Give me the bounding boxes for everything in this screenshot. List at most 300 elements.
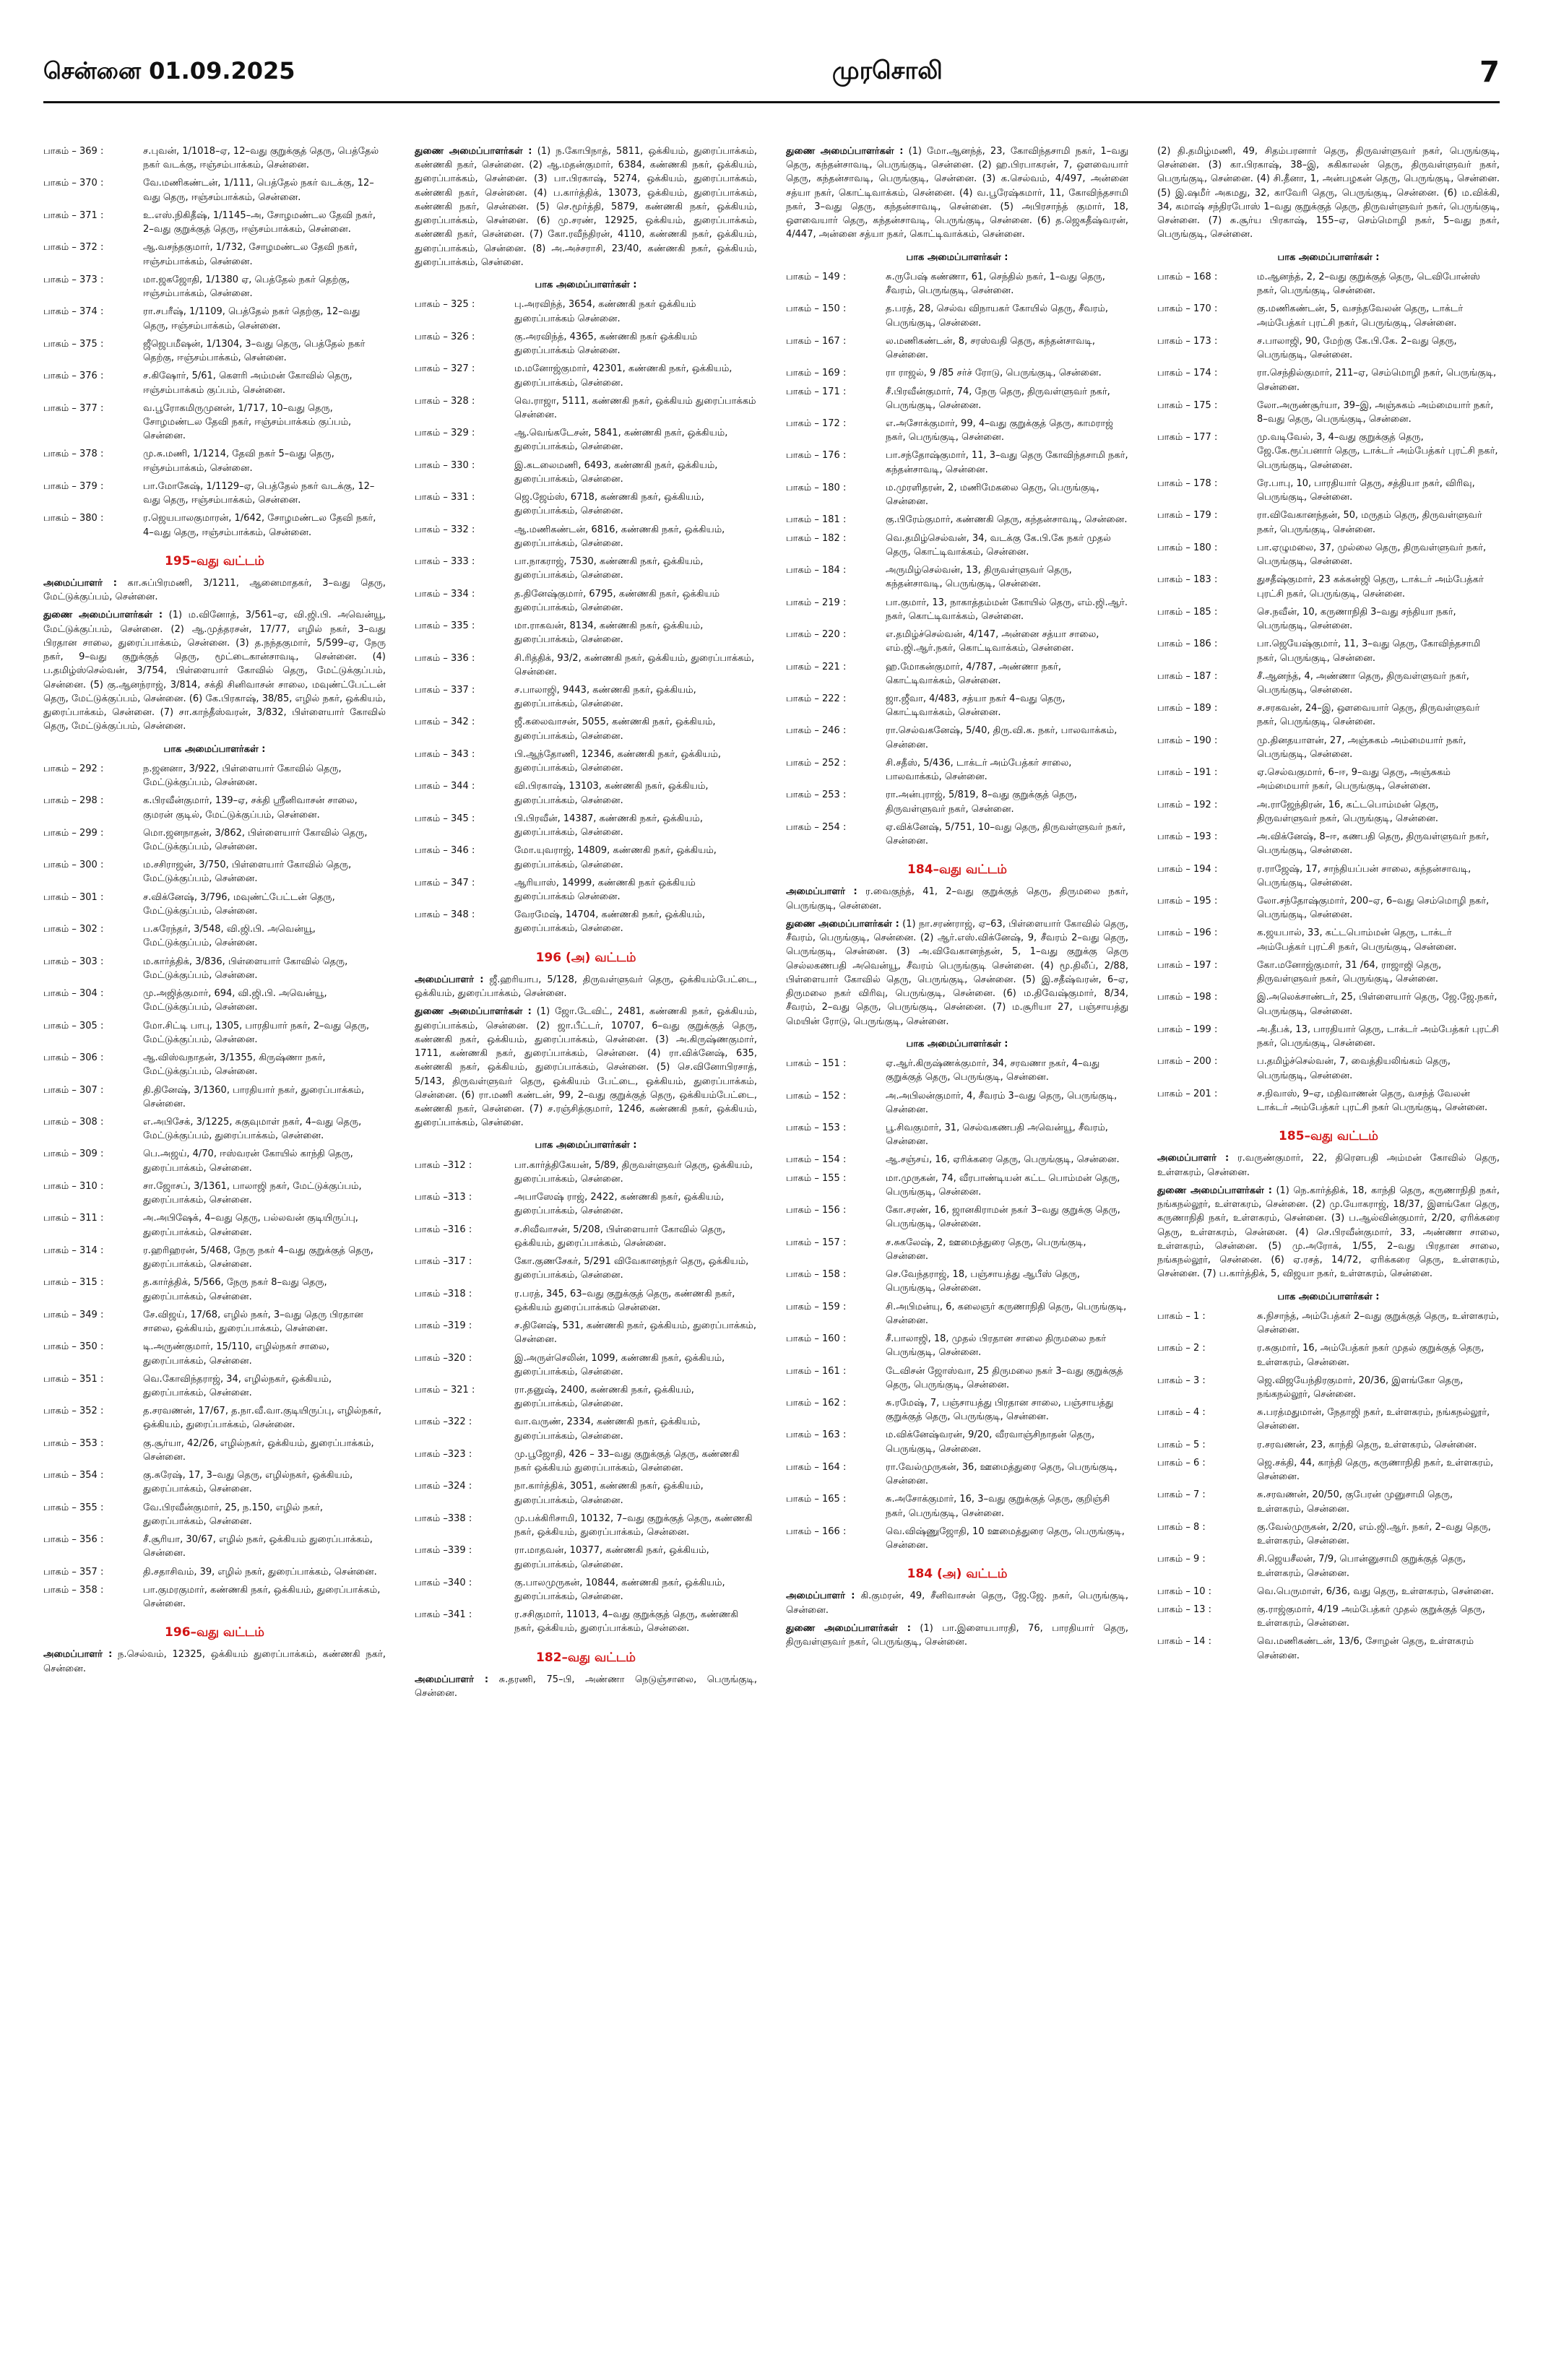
booth-label: பாகம் –318 :: [415, 1288, 472, 1299]
booth-label: பாகம் – 379 :: [43, 480, 104, 492]
booth-label: பாகம் – 315 :: [43, 1277, 104, 1289]
booth-entry: [1157, 430, 1500, 472]
booth-label: பாகம் –317 :: [415, 1256, 472, 1268]
booth-label: பாகம் – 5 :: [1157, 1439, 1206, 1450]
appointment-text: ர.வைகுந்த், 41, 2–வது குறுக்குத் தெரு, திருமலை நகர், பெருங்குடி, சென்னை.: [786, 886, 1128, 912]
booth-detail: தி.சதாசிவம், 39, எழில் நகர், துரைப்பாக்கம், சென்னை.: [143, 1566, 377, 1578]
appointment-text: கா.சுப்பிரமணி, 3/1211, ஆனைமாதகர், 3–வது தெரு, மேட்டுக்குப்பம், சென்னை.: [43, 578, 386, 603]
booth-label: பாகம் – 308 :: [43, 1116, 104, 1128]
ward-heading: 185–வது வட்டம்: [1279, 1129, 1378, 1144]
booth-entry: [43, 176, 386, 204]
booth-label: பாகம் – 157 :: [786, 1237, 847, 1248]
booth-entry: [1157, 1023, 1500, 1050]
booth-detail: வெ.மணிகண்டன், 13/6, சோழன் தெரு, உள்ளகரம் சென்னை.: [1257, 1636, 1474, 1661]
booth-detail: மு.அஜித்குமார், 694, வி.ஜி.பி. அவென்யூ, மேட்டுக்குப்பம், சென்னை.: [143, 988, 327, 1013]
booth-entry: [43, 1180, 386, 1207]
appointment-text: (2) தி.தமிழ்மணி, 49, சிதம்பரனார் தெரு, திருவள்ளுவர் நகர், பெருங்குடி, சென்னை. (3) கா.பிரகாஷ், 38–இ, சுகிகாலன் தெரு, திருவள்ளுவர் நகர், பெருங்குடி, சென்னை. (4) சி.தீனா, 1, அன்பழகன் தெரு, பெருங்குடி, சென்னை. (5) இ.ஷமீர் அகமது, 32, காவேரி தெரு, பெருங்குடி, சென்னை. (6) ம.விக்கி, 34, கமாஷ் சந்திரபோஸ் 1–வது குறுக்குத் தெரு, திருவள்ளுவர் நகர், பெருங்குடி, சென்னை. (7) சு.சூர்ய பிரகாஷ், 155–ஏ, செம்மொழி நகர், 5–வது நகர், பெருங்குடி, சென்னை.: [1157, 146, 1500, 241]
booth-label: பாகம் – 300 :: [43, 860, 104, 871]
booth-label: பாகம் – 191 :: [1157, 767, 1218, 779]
role-label: அமைப்பாளர் :: [786, 1591, 855, 1602]
booth-entry: [415, 1319, 757, 1346]
booth-detail: ப.சுரேந்தர், 3/548, வி.ஜி.பி. அவென்யூ, மேட்டுக்குப்பம், சென்னை.: [143, 924, 316, 949]
booth-entry: [43, 1019, 386, 1047]
booth-detail: மு.பூஜோதி, 426 – 33–வது குறுக்குத் தெரு, கண்ணகி நகர் ஒக்கியம் துரைப்பாக்கம், சென்னை.: [514, 1448, 740, 1474]
booth-label: பாகம் – 179 :: [1157, 510, 1218, 522]
booth-detail: ஏ.விக்னேஷ், 5/751, 10–வது தெரு, திருவள்ளுவர் நகர், சென்னை.: [886, 821, 1126, 847]
booth-entry: [1157, 926, 1500, 953]
booth-entry: [1157, 1585, 1500, 1598]
appointment-paragraph: [1157, 1184, 1500, 1281]
booth-detail: ஆ.விஸ்வநாதன், 3/1355, கிருஷ்ணா நகர், மேட்டுக்குப்பம், சென்னை.: [143, 1052, 326, 1078]
booth-detail: லோ.அருண்சூர்யா, 39–இ, அஞ்சுகம் அம்மையார் நகர், 8–வது தெரு, பெருங்குடி, சென்னை.: [1257, 399, 1494, 425]
booth-detail: சி.ரித்திக், 93/2, கண்ணகி நகர், ஒக்கியம், துரைப்பாக்கம், சென்னை.: [514, 652, 755, 678]
booth-label: பாகம் –313 :: [415, 1192, 472, 1203]
column-4: [1157, 144, 1500, 2351]
booth-detail: பு.அரவிந்த், 3654, கண்ணகி நகர் ஒக்கியம் துரைப்பாக்கம் சென்னை.: [514, 299, 696, 324]
booth-label: பாகம் – 305 :: [43, 1020, 104, 1031]
booth-entry: [415, 1255, 757, 1282]
booth-label: பாகம் – 344 :: [415, 781, 475, 792]
booth-entry: [43, 891, 386, 918]
booth-detail: அ.விக்னேஷ், 8–ஈ, கணபதி தெரு, திருவள்ளுவர் நகர், பெருங்குடி, சென்னை.: [1257, 831, 1490, 857]
booth-entry: [415, 1479, 757, 1507]
booth-label: பாகம் – 192 :: [1157, 799, 1218, 810]
booth-detail: கு.பாலமுருகன், 10844, கண்ணகி நகர், ஒக்கியம், துரைப்பாக்கம், சென்னை.: [514, 1577, 725, 1603]
section-subheading: பாக அமைப்பாளர்கள் :: [535, 280, 637, 291]
booth-entry: [415, 779, 757, 807]
booth-label: பாகம் –320 :: [415, 1352, 472, 1364]
booth-entry: [1157, 399, 1500, 426]
booth-label: பாகம் – 342 :: [415, 717, 475, 728]
ward-heading: 184–வது வட்டம்: [907, 862, 1007, 878]
booth-entry: [43, 955, 386, 982]
booth-label: பாகம் – 346 :: [415, 845, 475, 857]
role-label: அமைப்பாளர் :: [1157, 1153, 1229, 1164]
booth-detail: சா.ஜோசப், 3/1361, பாலாஜி நகர், மேட்டுக்குப்பம், துரைப்பாக்கம், சென்னை.: [143, 1180, 362, 1206]
booth-label: பாகம் – 330 :: [415, 459, 475, 471]
booth-label: பாகம் – 345 :: [415, 813, 475, 824]
booth-entry: [786, 417, 1128, 444]
booth-detail: ஏ.ஆர்.கிருஷ்ணக்குமார், 34, சரவணா நகர், 4–வது குறுக்குத் தெரு, பெருங்குடி, சென்னை.: [886, 1058, 1100, 1083]
booth-entry: [786, 1268, 1128, 1295]
booth-entry: [1157, 766, 1500, 793]
booth-detail: பா.ஏழுமலை, 37, முல்லை தெரு, திருவள்ளுவர் நகர், பெருங்குடி, சென்னை.: [1257, 542, 1487, 568]
booth-entry: [415, 715, 757, 743]
booth-detail: ச.விக்னேஷ், 3/796, மவுண்ட்பேட்டன் தெரு, மேட்டுக்குப்பம், சென்னை.: [143, 891, 335, 917]
booth-detail: சி.அபிமன்யு, 6, கலைஞர் கருணாநிதி தெரு, பெருங்குடி, சென்னை.: [886, 1301, 1127, 1326]
booth-detail: ஜெ.சக்தி, 44, காந்தி தெரு, கருணாநிதி நகர், உள்ளகரம், சென்னை.: [1257, 1457, 1494, 1483]
booth-detail: கு.அரவிந்த், 4365, கண்ணகி நகர் ஒக்கியம் துரைப்பாக்கம் சென்னை.: [514, 331, 698, 357]
appointment-text: (1) ஜோ.டேவிட், 2481, கண்ணகி நகர், ஒக்கியம், துரைப்பாக்கம், சென்னை. (2) ஜா.பீட்டர், 10707, 6–வது குறுக்குத் தெரு, கண்ணகி நகர், ஒக்கியம், துரைப்பாக்கம், சென்னை. (3) அ.கிருஷ்ணகுமார், 1711, கண்ணகி நகர், துரைப்பாக்கம், சென்னை. (4) ரா.விக்னேஷ், 635, கண்ணகி நகர், ஒக்கியம், துரைப்பாக்கம், சென்னை. (5) செ.வினோபிரசாத், 5/143, திருவள்ளுவர் தெரு, ஒக்கியம் பேட்டை, ஒக்கியம், துரைப்பாக்கம், சென்னை. (6) ரா.மணி கண்டன், 99, 2–வது குறுக்குத் தெரு, ஒக்கியம்பேட்டை, கண்ணகி நகர், சென்னை. (7) ச.ரஞ்சித்குமார், 1246, கண்ணகி நகர், ஒக்கியம், துரைப்பாக்கம், சென்னை.: [415, 1006, 757, 1129]
booth-detail: கோ.சரண், 16, ஜானகிராமன் நகர் 3–வது குறுக்கு தெரு, பெருங்குடி, சென்னை.: [886, 1205, 1120, 1230]
booth-entry: [43, 1501, 386, 1528]
booth-label: பாகம் – 187 :: [1157, 670, 1218, 682]
booth-label: பாகம் – 169 :: [786, 368, 847, 379]
booth-entry: [415, 490, 757, 518]
section-subheading: பாக அமைப்பாளர்கள் :: [1277, 1291, 1380, 1302]
booth-detail: ம.சசிராஜன், 3/750, பிள்ளையார் கோவில் தெரு, மேட்டுக்குப்பம், சென்னை.: [143, 860, 352, 885]
booth-detail: ல.மணிகண்டன், 8, சரஸ்வதி தெரு, கந்தன்சாவடி, சென்னை.: [886, 335, 1095, 361]
booth-entry: [43, 273, 386, 300]
booth-label: பாகம் –312 :: [415, 1159, 472, 1171]
booth-label: பாகம் – 375 :: [43, 338, 104, 350]
booth-entry: [786, 628, 1128, 655]
booth-detail: ச.நிவாஸ், 9–ஏ, மதிவாணன் தெரு, வசந்த் வேலன் டாக்டர் அம்பேத்கர் புரட்சி நகர் பெருங்குடி, சென்னை.: [1257, 1088, 1488, 1114]
booth-detail: ரா.செந்தில்குமார், 211–ஏ, செம்மொழி நகர், பெருங்குடி, சென்னை.: [1257, 368, 1497, 393]
booth-detail: ஜெ.விஜயேந்திரகுமார், 20/36, இளங்கோ தெரு, நங்கநல்லூர், சென்னை.: [1257, 1375, 1464, 1400]
booth-entry: [1157, 1374, 1500, 1401]
appointment-paragraph: [43, 608, 386, 733]
booth-label: பாகம் – 200 :: [1157, 1056, 1218, 1068]
booth-label: பாகம் – 149 :: [786, 271, 847, 282]
booth-detail: வி.பிரகாஷ், 13103, கண்ணகி நகர், ஒக்கியம், துரைப்பாக்கம், சென்னை.: [514, 781, 709, 806]
booth-label: பாகம் – 335 :: [415, 620, 475, 632]
booth-label: பாகம் –323 :: [415, 1448, 472, 1460]
booth-detail: சு.அசோக்குமார், 16, 3–வது குறுக்குத் தெரு, குறிஞ்சி நகர், பெருங்குடி, சென்னை.: [886, 1494, 1110, 1519]
booth-label: பாகம் – 195 :: [1157, 896, 1218, 907]
booth-entry: [786, 366, 1128, 380]
booth-label: பாகம் – 307 :: [43, 1084, 104, 1096]
booth-detail: ர.சுகுமார், 16, அம்பேத்கர் நகர் முதல் குறுக்குத் தெரு, உள்ளகரம், சென்னை.: [1257, 1343, 1484, 1368]
booth-label: பாகம் – 3 :: [1157, 1375, 1206, 1386]
booth-label: பாகம் – 175 :: [1157, 399, 1218, 411]
booth-label: பாகம் – 336 :: [415, 652, 475, 664]
booth-detail: ஆ.வெங்கடேசன், 5841, கண்ணகி நகர், ஒக்கியம், துரைப்பாக்கம், சென்னை.: [514, 428, 728, 453]
role-label: துணை அமைப்பாளர்கள் :: [786, 146, 904, 157]
booth-label: பாகம் – 326 :: [415, 331, 475, 342]
booth-entry: [786, 788, 1128, 815]
booth-label: பாகம் – 164 :: [786, 1461, 847, 1473]
booth-detail: மா.ராகவன், 8134, கண்ணகி நகர், ஒக்கியம், துரைப்பாக்கம், சென்னை.: [514, 620, 704, 646]
booth-detail: அருமிழ்செல்வன், 13, திருவள்ளுவர் தெரு, கந்தன்சாவடி, பெருங்குடி, சென்னை.: [886, 565, 1072, 590]
booth-label: பாகம் – 1 :: [1157, 1310, 1206, 1322]
booth-entry: [786, 821, 1128, 848]
booth-detail: ம.கார்த்திக், 3/836, பிள்ளையார் கோவில் தெரு, மேட்டுக்குப்பம், சென்னை.: [143, 956, 348, 981]
ward-heading: 196–வது வட்டம்: [165, 1625, 264, 1640]
role-label: துணை அமைப்பாளர்கள் :: [415, 1006, 532, 1018]
booth-detail: மொ.ஜனநாதன், 3/862, பிள்ளையார் கோவில் தெரு, மேட்டுக்குப்பம், சென்னை.: [143, 827, 368, 852]
booth-detail: கு.வேல்முருகன், 2/20, எம்.ஜி.ஆர். நகர், 2–வது தெரு, உள்ளகரம், சென்னை.: [1257, 1521, 1491, 1547]
booth-entry: [1157, 1603, 1500, 1630]
booth-entry: [43, 447, 386, 475]
booth-label: பாகம் – 298 :: [43, 795, 104, 807]
booth-label: பாகம் – 309 :: [43, 1148, 104, 1160]
booth-label: பாகம் – 301 :: [43, 891, 104, 903]
role-label: துணை அமைப்பாளர்கள் :: [43, 610, 163, 621]
booth-entry: [43, 1308, 386, 1336]
booth-entry: [415, 1383, 757, 1411]
booth-detail: அ.ராஜேந்திரன், 16, கட்டபொம்மன் தெரு, திருவள்ளுவர் நகர், பெருங்குடி, சென்னை.: [1257, 799, 1439, 824]
booth-label: பாகம் – 343 :: [415, 748, 475, 760]
booth-label: பாகம் – 246 :: [786, 725, 847, 737]
booth-detail: வெ.விஷ்ணுஜோதி, 10 ஊமைத்துரை தெரு, பெருங்குடி, சென்னை.: [886, 1526, 1125, 1552]
booth-label: பாகம் – 168 :: [1157, 271, 1218, 282]
booth-label: பாகம் – 181 :: [786, 514, 847, 526]
booth-detail: மா.முருகன், 74, வீரபாண்டியன் கட்ட பொம்மன் தெரு, பெருங்குடி, சென்னை.: [886, 1172, 1120, 1198]
booth-entry: [415, 1415, 757, 1442]
appointment-paragraph: [415, 1673, 757, 1700]
booth-detail: சு.சரவணன், 20/50, குபேரன் முனுசாமி தெரு, உள்ளகரம், சென்னை.: [1257, 1489, 1453, 1515]
masthead: [43, 51, 1500, 94]
section-subheading: பாக அமைப்பாளர்கள் :: [1277, 251, 1380, 263]
booth-entry: [786, 1461, 1128, 1488]
booth-label: பாகம் – 173 :: [1157, 335, 1218, 347]
booth-entry: [43, 402, 386, 443]
booth-detail: ரா.தனுஷ், 2400, கண்ணகி நகர், ஒக்கியம், துரைப்பாக்கம், சென்னை.: [514, 1384, 694, 1410]
booth-entry: [1157, 734, 1500, 761]
appointment-paragraph: [786, 885, 1128, 912]
booth-detail: பா.கார்த்திகேயன், 5/89, திருவள்ளுவர் தெரு, ஒக்கியம், துரைப்பாக்கம், சென்னை.: [514, 1159, 753, 1185]
page-number: 7: [1479, 56, 1500, 89]
booth-label: பாகம் – 166 :: [786, 1526, 847, 1537]
appointment-paragraph: [43, 576, 386, 604]
booth-label: பாகம் –322 :: [415, 1416, 472, 1428]
booth-entry: [1157, 862, 1500, 890]
appointment-text: (1) மோ.ஆனந்த், 23, கோவிந்தசாமி நகர், 1–வது தெரு, கந்தன்சாவடி, பெருங்குடி, சென்னை. (2) ஹ.பிரபாகரன், 7, ஔவையார் தெரு, கந்தன்சாவடி, பெருங்குடி, சென்னை. (3) க.செல்வம், 4/497, அன்னை சத்யா நகர், கொட்டிவாக்கம், சென்னை. (4) வ.பூரேஷ்கமார், 11, கோவிந்தசாமி நகர், 3–வது தெரு, கந்தன்சாவடி, சென்னை. (5) அபிரசாந்த் குமார், 18, ஔவையார் தெரு, கந்தன்சாவடி, பெருங்குடி, சென்னை. (6) த.ஜெகதீஷ்வரன், 4/447, அன்னை சத்யா நகர், கொட்டிவாக்கம், சென்னை.: [786, 146, 1128, 241]
booth-detail: ம.விக்னேஷ்வரன், 9/20, வீரவாஞ்சிநாதன் தெரு, பெருங்குடி, சென்னை.: [886, 1429, 1095, 1455]
booth-entry: [43, 794, 386, 821]
booth-entry: [43, 480, 386, 507]
booth-detail: கு.ராஜ்குமார், 4/19 அம்பேத்கர் முதல் குறுக்குத் தெரு, உள்ளகரம், சென்னை.: [1257, 1604, 1485, 1630]
booth-entry: [43, 1276, 386, 1303]
booth-entry: [43, 1211, 386, 1239]
booth-entry: [786, 1203, 1128, 1231]
booth-detail: ஹ.மோகன்குமார், 4/787, அண்ணா நகர், கொட்டிவாக்கம், சென்னை.: [886, 661, 1062, 686]
booth-entry: [786, 532, 1128, 559]
booth-detail: ரா.வேல்முருகன், 36, ஊமைத்துரை தெரு, பெருங்குடி, சென்னை.: [886, 1461, 1118, 1487]
booth-label: பாகம் – 197 :: [1157, 959, 1218, 971]
booth-entry: [43, 511, 386, 539]
booth-detail: ர.சரவணன், 23, காந்தி தெரு, உள்ளகரம், சென்னை.: [1257, 1439, 1477, 1450]
booth-label: பாகம் – 161 :: [786, 1365, 847, 1377]
appointment-paragraph: [786, 1622, 1128, 1649]
booth-detail: ர.ராஜேஷ், 17, சாந்தியப்பன் சாலை, கந்தன்சாவடி, பெருங்குடி, சென்னை.: [1257, 863, 1471, 888]
booth-detail: மோ.சிட்டி பாபு, 1305, பாரதியார் நகர், 2–வது தெரு, மேட்டுக்குப்பம், சென்னை.: [143, 1020, 370, 1045]
booth-detail: பா.ஜெயேஷ்குமார், 11, 3–வது தெரு, கோவிந்தசாமி நகர், பெருங்குடி, சென்னை.: [1257, 639, 1481, 664]
booth-label: பாகம் – 180 :: [786, 482, 847, 493]
booth-detail: கு.பிரேம்குமார், கண்ணகி தெரு, கந்தன்சாவடி, சென்னை.: [886, 514, 1128, 526]
booth-detail: எ.அசோக்குமார், 99, 4–வது குறுக்குத் தெரு, காமராஜ் நகர், பெருங்குடி, சென்னை.: [886, 417, 1114, 443]
booth-detail: ச.சரகவன், 24–இ, ஔவையார் தெரு, திருவள்ளுவர் நகர், பெருங்குடி, சென்னை.: [1257, 703, 1480, 728]
booth-entry: [786, 692, 1128, 719]
booth-label: பாகம் – 152 :: [786, 1090, 847, 1102]
booth-entry: [43, 1372, 386, 1400]
booth-detail: ர.பரத், 345, 63–வது குறுக்குத் தெரு, கண்ணகி நகர், ஒக்கியம் துரைப்பாக்கம் சென்னை.: [514, 1288, 735, 1313]
ward-heading: 182–வது வட்டம்: [536, 1650, 636, 1665]
booth-label: பாகம் – 354 :: [43, 1470, 104, 1481]
booth-detail: ரா.விவேகானந்தன், 50, மருதம் தெரு, திருவள்ளுவர் நகர், பெருங்குடி, சென்னை.: [1257, 510, 1482, 535]
booth-detail: ச.பாலாஜி, 9443, கண்ணகி நகர், ஒக்கியம், துரைப்பாக்கம், சென்னை.: [514, 684, 696, 710]
booth-detail: ஜெ.ஜேம்ஸ், 6718, கண்ணகி நகர், ஒக்கியம், துரைப்பாக்கம், சென்னை.: [514, 492, 704, 517]
booth-label: பாகம் – 13 :: [1157, 1604, 1212, 1616]
booth-entry: [1157, 798, 1500, 826]
booth-detail: நா.கார்த்திக், 3051, கண்ணகி நகர், ஒக்கியம், துரைப்பாக்கம், சென்னை.: [514, 1481, 704, 1506]
appointment-text: ஜீ.ஹரியாப, 5/128, திருவள்ளுவர் தெரு, ஒக்கியம்பேட்டை, ஒக்கியம், துரைப்பாக்கம், சென்னை.: [415, 974, 757, 1000]
booth-detail: சீ.பாலாஜி, 18, முதல் பிரதான சாலை திருமலை நகர் பெருங்குடி, சென்னை.: [886, 1333, 1107, 1359]
booth-label: பாகம் – 370 :: [43, 178, 104, 189]
booth-entry: [415, 1544, 757, 1571]
booth-label: பாகம் – 186 :: [1157, 639, 1218, 650]
booth-label: பாகம் – 172 :: [786, 417, 847, 429]
booth-entry: [415, 394, 757, 422]
appointment-paragraph: [1157, 1151, 1500, 1179]
booth-label: பாகம் – 351 :: [43, 1373, 104, 1385]
booth-label: பாகம் – 9 :: [1157, 1554, 1206, 1565]
booth-label: பாகம் – 355 :: [43, 1502, 104, 1513]
booth-detail: ச.கிஷோர், 5/61, கௌரி அம்மன் கோவில் தெரு, ஈஞ்சம்பாக்கம் குப்பம், சென்னை.: [143, 371, 353, 396]
booth-label: பாகம் – 252 :: [786, 757, 847, 769]
page-date: சென்னை 01.09.2025: [43, 57, 295, 85]
booth-label: பாகம் –324 :: [415, 1481, 472, 1492]
booth-label: பாகம் – 160 :: [786, 1333, 847, 1345]
booth-entry: [1157, 366, 1500, 394]
booth-label: பாகம் – 378 :: [43, 449, 104, 460]
booth-detail: தி.தினேஷ், 3/1360, பாரதியார் நகர், துரைப்பாக்கம், சென்னை.: [143, 1084, 365, 1109]
booth-entry: [43, 1051, 386, 1078]
appointment-paragraph: [415, 1005, 757, 1130]
appointment-text: (1) நெ.கார்த்திக், 18, காந்தி தெரு, கருணாநிதி நகர், நங்கநல்லூர், உள்ளகரம், சென்னை. (2) மு.யோகராஜ், 18/37, இளங்கோ தெரு, கருணாநிதி நகர், உள்ளகரம், சென்னை. (3) ப.ஆல்வின்குமார், 2/20, ஏரிக்கரை தெரு, உள்ளகரம், சென்னை. (4) செ.பிரவீன்குமார், 33, அண்ணா சாலை, உள்ளகரம், சென்னை. (5) மு.அரோக், 1/55, 2–வது பிரதான சாலை, நங்கநல்லூர், சென்னை. (6) ஏ.ரசத், 14/72, ஏரிக்கரை தெரு, உள்ளகரம், சென்னை. (7) ப.கார்த்திக், 5, விஜயா நகர், உள்ளகரம், சென்னை.: [1157, 1185, 1500, 1280]
booth-label: பாகம் – 222 :: [786, 693, 847, 704]
booth-entry: [786, 1153, 1128, 1167]
booth-entry: [415, 812, 757, 839]
booth-detail: வெ.ராஜா, 5111, கண்ணகி நகர், ஒக்கியம் துரைப்பாக்கம் சென்னை.: [514, 395, 756, 420]
appointment-text: (1) பா.இளையபாரதி, 76, பாரதியார் தெரு, திருவள்ளுவர் நகர், பெருங்குடி, சென்னை.: [786, 1622, 1128, 1648]
booth-label: பாகம் – 310 :: [43, 1180, 104, 1192]
booth-label: பாகம் – 373 :: [43, 274, 104, 285]
ward-heading: 184 (அ) வட்டம்: [907, 1567, 1008, 1582]
booth-label: பாகம் – 369 :: [43, 146, 104, 157]
booth-entry: [1157, 1087, 1500, 1115]
booth-label: பாகம் – 358 :: [43, 1584, 104, 1596]
booth-detail: ஆ.மணிகண்டன், 6816, கண்ணகி நகர், ஒக்கியம், துரைப்பாக்கம், சென்னை.: [514, 524, 725, 549]
section-subheading: பாக அமைப்பாளர்கள் :: [906, 251, 1008, 263]
booth-entry: [1157, 477, 1500, 504]
booth-detail: சு.பரத்மதுமான், நேதாஜி நகர், உள்ளகரம், நங்கநல்லூர், சென்னை.: [1257, 1407, 1490, 1432]
booth-entry: [43, 1147, 386, 1174]
booth-entry: [786, 1332, 1128, 1359]
booth-entry: [1157, 1552, 1500, 1580]
booth-detail: அ.அபிலன்குமார், 4, சீவரம் 3–வது தெரு, பெருங்குடி, சென்னை.: [886, 1090, 1118, 1115]
section-subheading: பாக அமைப்பாளர்கள் :: [906, 1038, 1008, 1050]
booth-entry: [415, 1190, 757, 1218]
booth-detail: பூ.சிவகுமார், 31, செல்வகணபதி அவென்யூ, சீவரம், சென்னை.: [886, 1122, 1108, 1148]
booth-entry: [415, 1512, 757, 1539]
booth-detail: ச.சிவீவாசன், 5/208, பிள்ளையார் கோவில் தெரு, ஒக்கியம், துரைப்பாக்கம், சென்னை.: [514, 1224, 726, 1249]
booth-entry: [43, 1404, 386, 1432]
booth-entry: [786, 724, 1128, 751]
appointment-paragraph: [1157, 144, 1500, 242]
booth-label: பாகம் – 356 :: [43, 1534, 104, 1546]
booth-entry: [43, 922, 386, 950]
booth-detail: ச.சுகலேஷ், 2, ஊமைத்துரை தெரு, பெருங்குடி, சென்னை.: [886, 1237, 1086, 1262]
booth-detail: மு.சு.மணி, 1/1214, தேவி நகர் 5–வது தெரு, ஈஞ்சம்பாக்கம், சென்னை.: [143, 449, 334, 474]
booth-label: பாகம் – 189 :: [1157, 703, 1218, 714]
booth-label: பாகம் – 352 :: [43, 1406, 104, 1417]
booth-entry: [1157, 270, 1500, 298]
booth-detail: சு.நிசாந்த், அம்பேத்கர் 2–வது குறுக்குத் தெரு, உள்ளகரம், சென்னை.: [1257, 1310, 1500, 1336]
booth-detail: செ.நவீன், 10, கருணாநிதி 3–வது சந்தியா நகர், பெருங்குடி, சென்னை.: [1257, 606, 1456, 632]
booth-detail: டி.அருண்குமார், 15/110, எழில்நகர் சாலை, துரைப்பாக்கம், சென்னை.: [143, 1341, 329, 1367]
booth-detail: அபாஸேஷ் ராஜ், 2422, கண்ணகி நகர், ஒக்கியம், துரைப்பாக்கம், சென்னை.: [514, 1192, 725, 1217]
booth-entry: [786, 449, 1128, 476]
booth-detail: ம.ஆனந்த், 2, 2–வது குறுக்குத் தெரு, டெவிபோன்ஸ் நகர், பெருங்குடி, சென்னை.: [1257, 271, 1481, 297]
booth-entry: [415, 362, 757, 389]
booth-entry: [415, 1608, 757, 1635]
booth-label: பாகம் – 220 :: [786, 629, 847, 641]
booth-detail: சீ.சூரியா, 30/67, எழில் நகர், ஒக்கியம் துரைப்பாக்கம், சென்னை.: [143, 1534, 373, 1559]
booth-detail: ஜா.ஜீவா, 4/483, சத்யா நகர் 4–வது தெரு, கொட்டிவாக்கம், சென்னை.: [886, 693, 1066, 719]
booth-entry: [415, 1287, 757, 1315]
booth-label: பாகம் – 155 :: [786, 1172, 847, 1184]
booth-label: பாகம் – 151 :: [786, 1058, 847, 1070]
section-subheading: பாக அமைப்பாளர்கள் :: [535, 1140, 637, 1151]
ward-heading: 196 (அ) வட்டம்: [535, 950, 636, 965]
booth-label: பாகம் – 221 :: [786, 661, 847, 672]
booth-label: பாகம் – 321 :: [415, 1384, 475, 1395]
booth-detail: த.கார்த்திக், 5/566, நேரு நகர் 8–வது தெரு, துரைப்பாக்கம், சென்னை.: [143, 1277, 327, 1302]
booth-detail: ரா.சபரீஷ், 1/1109, பெத்தேல் நகர் தெற்கு, 12–வது தெரு, ஈஞ்சம்பாக்கம், சென்னை.: [143, 306, 360, 332]
booth-detail: சு.ரமேஷ், 7, பஞ்சாயத்து பிரதான சாலை, பஞ்சாயத்து குறுக்குத் தெரு, பெருங்குடி, சென்னை.: [886, 1397, 1114, 1423]
booth-label: பாகம் – 299 :: [43, 827, 104, 839]
role-label: அமைப்பாளர் :: [786, 886, 857, 898]
appointment-text: (1) நா.சரண்ராஜ், ஏ–63, பிள்ளையார் கோவில் தெரு, சீவரம், பெருங்குடி, சென்னை. (2) ஆர்.எஸ்.விக்னேஷ், 9, சீவரம் 2–வது தெரு, பெருங்குடி, சென்னை. (3) அ.விவேகானந்தன், 5, 1–வது குறுக்கு தெரு செல்லகணபதி அவென்யூ, சீவரம் பெருங்குடி சென்னை. (4) மூ.திலீப், 2/88, பிள்ளையார் கோவில் தெரு, பெருங்குடி, சென்னை. (5) இ.சதீஷ்வரன், 6–ஏ, திருமலை நகர் விரிவு, பெருங்குடி, சென்னை. (6) ம.திவேஷ்குமார், 8/34, சீவரம், 2–வது தெரு, பெருங்குடி, சென்னை. (7) ம.சூரியா 27, பஞ்சாயத்து மெயின் ரோடு, பெருங்குடி, சென்னை.: [786, 918, 1128, 1027]
appointment-paragraph: [786, 1589, 1128, 1617]
booth-label: பாகம் – 194 :: [1157, 863, 1218, 875]
booth-label: பாகம் – 158 :: [786, 1269, 847, 1281]
booth-label: பாகம் – 372 :: [43, 242, 104, 254]
booth-label: பாகம் – 177 :: [1157, 432, 1218, 443]
booth-detail: பி.ஆந்தோணி, 12346, கண்ணகி நகர், ஒக்கியம், துரைப்பாக்கம், சென்னை.: [514, 748, 721, 774]
booth-detail: த.சரவணன், 17/67, த.நா.வீ.வா.குடியிருப்பு, எழில்நகர், ஒக்கியம், துரைப்பாக்கம், சென்னை.: [143, 1406, 382, 1431]
booth-detail: கோ.குணசேகர், 5/291 விவேகானந்தர் தெரு, ஒக்கியம், துரைப்பாக்கம், சென்னை.: [514, 1256, 749, 1281]
booth-detail: ஆரியாஸ், 14999, கண்ணகி நகர் ஒக்கியம் துரைப்பாக்கம் சென்னை.: [514, 877, 696, 903]
appointment-paragraph: [415, 973, 757, 1000]
booth-label: பாகம் – 374 :: [43, 306, 104, 318]
booth-label: பாகம் – 4 :: [1157, 1407, 1206, 1419]
booth-label: பாகம் – 219 :: [786, 597, 847, 608]
booth-detail: ஜீ.கலைவாசன், 5055, கண்ணகி நகர், ஒக்கியம், துரைப்பாக்கம், சென்னை.: [514, 717, 716, 742]
booth-label: பாகம் – 8 :: [1157, 1521, 1206, 1533]
booth-entry: [415, 1351, 757, 1379]
booth-label: பாகம் – 167 :: [786, 335, 847, 347]
booth-label: பாகம் – 198 :: [1157, 992, 1218, 1003]
booth-label: பாகம் – 190 :: [1157, 735, 1218, 746]
appointment-paragraph: [43, 1648, 386, 1675]
booth-detail: வா.வருண், 2334, கண்ணகி நகர், ஒக்கியம், துரைப்பாக்கம், சென்னை.: [514, 1416, 701, 1442]
booth-detail: பா.மோகேஷ், 1/1129–ஏ, பெத்தேல் நகர் வடக்கு, 12–வது தெரு, ஈஞ்சம்பாக்கம், சென்னை.: [143, 480, 375, 506]
appointment-paragraph: [786, 917, 1128, 1029]
booth-detail: மா.ஜகஜோதி, 1/1380 ஏ, பெத்தேல் நகர் தெற்கு, ஈஞ்சம்பாக்கம், சென்னை.: [143, 274, 350, 300]
booth-detail: வே.மணிகண்டன், 1/111, பெத்தேல் நகர் வடக்கு, 12– வது தெரு, ஈஞ்சம்பாக்கம், சென்னை.: [143, 178, 374, 203]
booth-entry: [786, 1428, 1128, 1455]
booth-label: பாகம் – 302 :: [43, 924, 104, 935]
booth-label: பாகம் – 183 :: [1157, 574, 1218, 586]
booth-label: பாகம் – 193 :: [1157, 831, 1218, 843]
booth-entry: [43, 858, 386, 886]
booth-entry: [1157, 990, 1500, 1018]
column-1: [43, 144, 386, 2351]
role-label: துணை அமைப்பாளர்கள் :: [786, 1622, 911, 1634]
booth-entry: [786, 481, 1128, 509]
booth-detail: ர.சசிகுமார், 11013, 4–வது குறுக்குத் தெரு, கண்ணகி நகர், ஒக்கியம், துரைப்பாக்கம், சென்னை.: [514, 1609, 738, 1635]
booth-label: பாகம் – 334 :: [415, 588, 475, 600]
booth-label: பாகம் – 184 :: [786, 565, 847, 576]
booth-label: பாகம் – 311 :: [43, 1213, 104, 1224]
role-label: துணை அமைப்பாளர்கள் :: [786, 918, 899, 930]
booth-detail: பா.குமரகுமார், கண்ணகி நகர், ஒக்கியம், துரைப்பாக்கம், சென்னை.: [143, 1584, 381, 1610]
booth-entry: [415, 298, 757, 325]
booth-label: பாகம் – 176 :: [786, 450, 847, 462]
